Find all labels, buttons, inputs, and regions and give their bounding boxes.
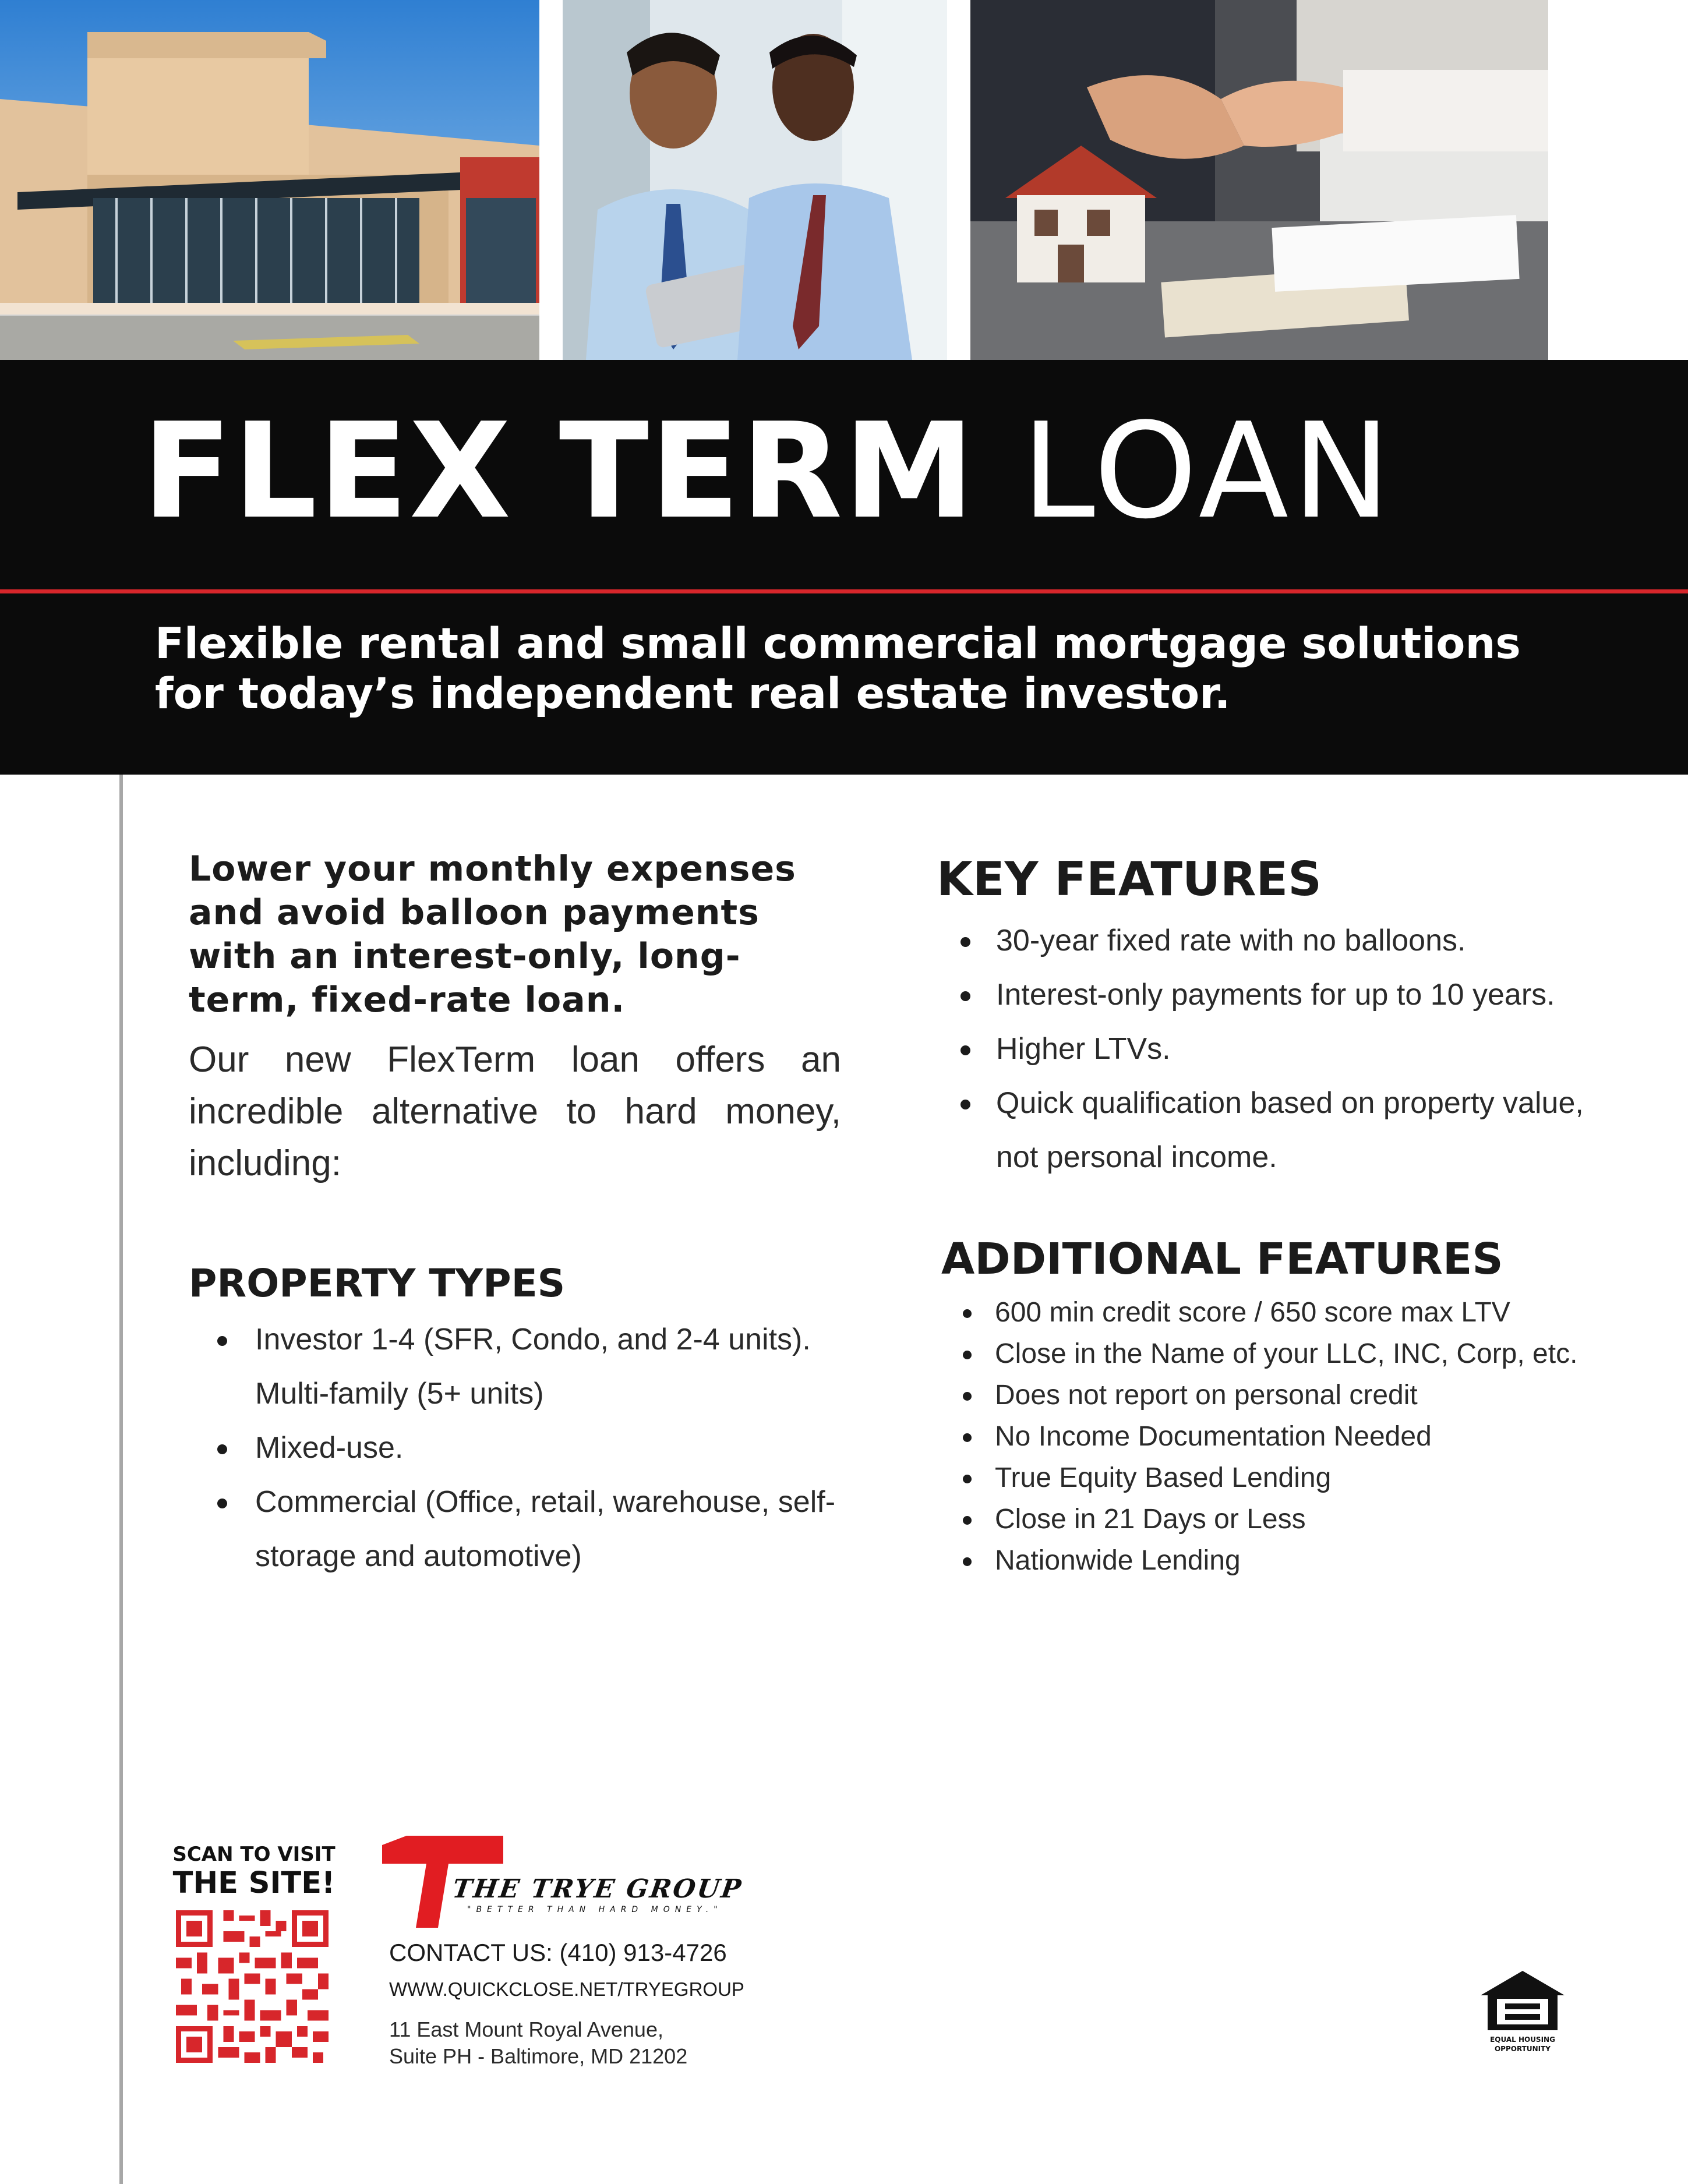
additional-feature-item: 600 min credit score / 650 score max LTV xyxy=(937,1292,1612,1333)
intro-paragraph: Our new FlexTerm loan offers an incredible alternative to hard money, including: xyxy=(189,1040,841,1183)
storefront-photo xyxy=(0,0,539,360)
equal-housing-icon xyxy=(1476,1970,1569,2057)
contact-phone[interactable]: CONTACT US: (410) 913-4726 xyxy=(389,1939,727,1966)
subtitle xyxy=(155,619,1582,719)
scan-label-line-2: THE SITE! xyxy=(172,1866,336,1900)
key-features-heading: KEY FEATURES xyxy=(937,852,1322,906)
lead-paragraph: Lower your monthly expenses and avoid balloon payments with an interest-only, long-term, fixed-rate loan. xyxy=(189,849,796,1020)
key-feature-item: 30-year fixed rate with no balloons. xyxy=(937,914,1612,968)
scan-label xyxy=(172,1842,336,1900)
logo-tagline: "BETTER THAN HARD MONEY." xyxy=(467,1905,723,1914)
additional-feature-item: Close in the Name of your LLC, INC, Corp, etc. xyxy=(937,1333,1612,1374)
key-feature-item: Higher LTVs. xyxy=(937,1022,1612,1076)
additional-feature-item: Does not report on personal credit xyxy=(937,1374,1612,1416)
key-features-list xyxy=(937,914,1612,1185)
key-feature-item: Quick qualification based on property value, not personal income. xyxy=(937,1076,1612,1185)
address-line-2: Suite PH - Baltimore, MD 21202 xyxy=(389,2044,688,2068)
eho-line-1: EQUAL HOUSING xyxy=(1490,2035,1555,2044)
additional-features-list xyxy=(937,1292,1612,1581)
scan-label-line-1: SCAN TO VISIT xyxy=(172,1843,336,1866)
property-types-list xyxy=(189,1313,841,1584)
red-divider xyxy=(0,589,1688,593)
key-feature-item: Interest-only payments for up to 10 years. xyxy=(937,968,1612,1022)
additional-features-heading: ADDITIONAL FEATURES xyxy=(941,1234,1503,1284)
property-item: Mixed-use. xyxy=(189,1421,841,1475)
address xyxy=(389,2016,913,2070)
trye-group-logo xyxy=(380,1828,799,1935)
qr-code-icon[interactable] xyxy=(175,1910,330,2063)
title-bold: FLEX TERM xyxy=(142,395,976,548)
eho-line-2: OPPORTUNITY xyxy=(1494,2045,1551,2053)
property-item: Investor 1-4 (SFR, Condo, and 2-4 units). Multi-family (5+ units) xyxy=(189,1313,841,1421)
business-men-photo xyxy=(563,0,947,360)
additional-feature-item: Nationwide Lending xyxy=(937,1540,1612,1581)
page-title xyxy=(142,384,1552,559)
property-item: Commercial (Office, retail, warehouse, self-storage and automotive) xyxy=(189,1475,841,1584)
subtitle-line-2: for today’s independent real estate investor. xyxy=(155,669,1231,719)
additional-feature-item: Close in 21 Days or Less xyxy=(937,1499,1612,1540)
logo-name: THE TRYE GROUP xyxy=(450,1874,745,1904)
website-link[interactable]: WWW.QUICKCLOSE.NET/TRYEGROUP xyxy=(389,1978,744,2000)
handshake-house-photo xyxy=(970,0,1548,360)
additional-feature-item: No Income Documentation Needed xyxy=(937,1416,1612,1457)
contact-block xyxy=(389,1935,913,2070)
additional-feature-item: True Equity Based Lending xyxy=(937,1457,1612,1499)
title-light: LOAN xyxy=(1021,395,1394,548)
left-column xyxy=(189,847,841,1584)
property-types-heading: PROPERTY TYPES xyxy=(189,1261,566,1306)
subtitle-line-1: Flexible rental and small commercial mortgage solutions xyxy=(155,619,1521,669)
right-column xyxy=(937,847,1612,1581)
address-line-1: 11 East Mount Royal Avenue, xyxy=(389,2017,663,2041)
left-vertical-rule xyxy=(119,775,123,2184)
